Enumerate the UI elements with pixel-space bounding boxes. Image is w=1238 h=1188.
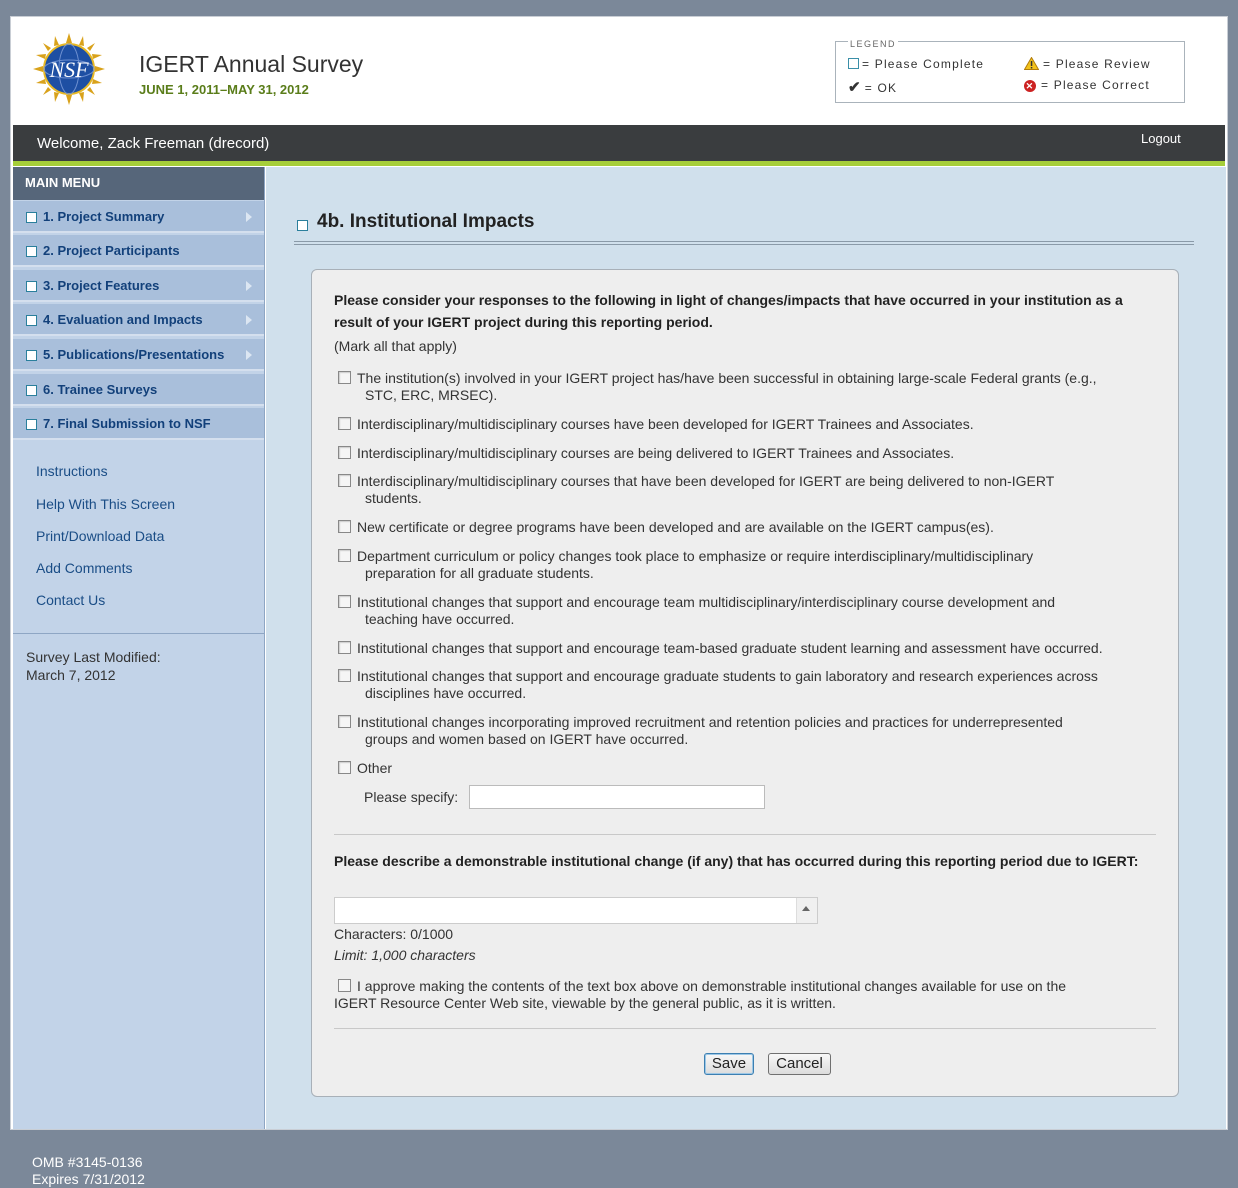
app-title: IGERT Annual Survey bbox=[139, 51, 364, 77]
main-menu-title: MAIN MENU bbox=[13, 167, 264, 200]
question-demonstrable-change: Please describe a demonstrable institutional change (if any) that has occurred during this reporting period due to IGERT: bbox=[334, 853, 1139, 869]
form-panel bbox=[311, 269, 1179, 1097]
top-bar bbox=[13, 125, 1225, 161]
legend-title: LEGEND bbox=[850, 39, 897, 49]
status-square-icon bbox=[26, 350, 37, 361]
instruction-text: (Mark all that apply) bbox=[334, 338, 457, 354]
omb-expiration: Expires 7/31/2012 bbox=[32, 1171, 145, 1187]
divider bbox=[294, 241, 1194, 242]
option-team-based-learning: Institutional changes that support and encourage team-based graduate student learning and assessment have occurred. bbox=[338, 640, 1158, 657]
square-icon bbox=[848, 58, 859, 69]
option-recruitment-policies: Institutional changes incorporating improved recruitment and retention policies and practices for underrepresented groups and women based on IGERT have occurred. bbox=[338, 714, 1158, 748]
last-modified-date: March 7, 2012 bbox=[26, 667, 116, 683]
arrow-right-icon bbox=[246, 350, 252, 360]
scroll-up-icon bbox=[802, 906, 810, 911]
option-curriculum-changes: Department curriculum or policy changes took place to emphasize or require interdisciplinary/multidisciplinary preparation for all graduate students. bbox=[338, 548, 1158, 582]
option-checkbox[interactable] bbox=[338, 549, 351, 562]
logout-link[interactable]: Logout bbox=[1141, 131, 1181, 146]
option-lab-experiences: Institutional changes that support and encourage graduate students to gain laboratory and research experiences across disciplines have occurred. bbox=[338, 668, 1158, 702]
option-checkbox[interactable] bbox=[338, 520, 351, 533]
sidebar-item-final-submission[interactable]: 7. Final Submission to NSF bbox=[13, 408, 264, 440]
svg-text:NSF: NSF bbox=[49, 57, 89, 82]
add-comments-link[interactable]: Add Comments bbox=[36, 560, 133, 576]
status-square-icon bbox=[26, 212, 37, 223]
sidebar-item-publications[interactable]: 5. Publications/Presentations bbox=[13, 339, 264, 371]
sidebar-item-project-features[interactable]: 3. Project Features bbox=[13, 270, 264, 302]
status-square-icon bbox=[26, 385, 37, 396]
welcome-text: Welcome, Zack Freeman (drecord) bbox=[37, 135, 270, 152]
main-content bbox=[266, 167, 1226, 1129]
sidebar-item-project-summary[interactable]: 1. Project Summary bbox=[13, 201, 264, 233]
header bbox=[11, 17, 1227, 125]
question-institutional-impacts: Please consider your responses to the following in light of changes/impacts that have occurred in your institution as a result of your IGERT project during this reporting period. bbox=[334, 292, 1123, 330]
arrow-right-icon bbox=[246, 315, 252, 325]
specify-label: Please specify: bbox=[364, 789, 459, 805]
legend bbox=[835, 41, 1185, 103]
help-link[interactable]: Help With This Screen bbox=[36, 496, 176, 512]
specify-input[interactable] bbox=[469, 785, 765, 809]
checkmark-icon: ✔ bbox=[848, 79, 862, 96]
reporting-period: JUNE 1, 2011–MAY 31, 2012 bbox=[139, 82, 309, 97]
option-checkbox[interactable] bbox=[338, 417, 351, 430]
warning-icon bbox=[1024, 57, 1039, 70]
contact-us-link[interactable]: Contact Us bbox=[36, 592, 106, 608]
arrow-right-icon bbox=[246, 212, 252, 222]
option-other: Other bbox=[338, 760, 1158, 777]
last-modified-label: Survey Last Modified: bbox=[26, 649, 161, 665]
option-checkbox[interactable] bbox=[338, 761, 351, 774]
instructions-link[interactable]: Instructions bbox=[36, 463, 108, 479]
cancel-button[interactable]: Cancel bbox=[768, 1053, 831, 1075]
legend-complete: = Please Complete bbox=[848, 57, 984, 71]
scrollbar[interactable] bbox=[796, 898, 817, 923]
option-courses-developed: Interdisciplinary/multidisciplinary courses have been developed for IGERT Trainees and Associates. bbox=[338, 416, 1158, 433]
save-button[interactable]: Save bbox=[704, 1053, 754, 1075]
page-frame bbox=[10, 16, 1228, 1130]
option-checkbox[interactable] bbox=[338, 595, 351, 608]
option-courses-delivered: Interdisciplinary/multidisciplinary courses are being delivered to IGERT Trainees and Associates. bbox=[338, 445, 1158, 462]
divider bbox=[334, 1028, 1156, 1029]
option-checkbox[interactable] bbox=[338, 669, 351, 682]
status-square-icon bbox=[26, 246, 37, 257]
describe-change-textarea[interactable] bbox=[334, 897, 818, 924]
omb-number: OMB #3145-0136 bbox=[32, 1154, 143, 1170]
nsf-logo bbox=[33, 33, 105, 105]
divider bbox=[13, 633, 264, 634]
character-count: Characters: 0/1000 bbox=[334, 926, 454, 942]
status-square-icon bbox=[297, 220, 308, 231]
sidebar bbox=[13, 167, 265, 1129]
option-new-programs: New certificate or degree programs have been developed and are available on the IGERT campus(es). bbox=[338, 519, 1158, 536]
error-icon: ✕ bbox=[1025, 81, 1035, 91]
option-checkbox[interactable] bbox=[338, 446, 351, 459]
option-checkbox[interactable] bbox=[338, 371, 351, 384]
option-non-igert-delivery: Interdisciplinary/multidisciplinary courses that have been developed for IGERT are being delivered to non-IGERT students. bbox=[338, 473, 1158, 507]
divider bbox=[334, 834, 1156, 835]
option-checkbox[interactable] bbox=[338, 715, 351, 728]
approve-checkbox[interactable] bbox=[338, 979, 351, 992]
legend-review: = Please Review bbox=[1024, 57, 1151, 71]
omb-footer bbox=[32, 1154, 145, 1188]
status-square-icon bbox=[26, 419, 37, 430]
option-team-course-development: Institutional changes that support and encourage team multidisciplinary/interdisciplinary course development and teaching have occurred. bbox=[338, 594, 1158, 628]
arrow-right-icon bbox=[246, 281, 252, 291]
legend-correct: ✕ = Please Correct bbox=[1025, 78, 1150, 92]
sidebar-item-project-participants[interactable]: 2. Project Participants bbox=[13, 235, 264, 267]
character-limit: Limit: 1,000 characters bbox=[334, 947, 476, 963]
page-title: 4b. Institutional Impacts bbox=[317, 211, 535, 232]
approve-statement: I approve making the contents of the text box above on demonstrable institutional changes available for use on the IGERT Resource Center Web site, viewable by the general public, as it is written. bbox=[334, 978, 1067, 1011]
sidebar-item-trainee-surveys[interactable]: 6. Trainee Surveys bbox=[13, 374, 264, 406]
status-square-icon bbox=[26, 281, 37, 292]
option-federal-grants: The institution(s) involved in your IGERT project has/have been successful in obtaining large-scale Federal grants (e.g., STC, ERC, MRSEC). bbox=[338, 370, 1158, 404]
option-checkbox[interactable] bbox=[338, 474, 351, 487]
accent-line bbox=[13, 161, 1225, 166]
option-checkbox[interactable] bbox=[338, 641, 351, 654]
divider bbox=[294, 244, 1194, 245]
legend-ok: ✔ = OK bbox=[848, 79, 898, 96]
print-download-link[interactable]: Print/Download Data bbox=[36, 528, 165, 544]
sidebar-item-evaluation-impacts[interactable]: 4. Evaluation and Impacts bbox=[13, 304, 264, 336]
status-square-icon bbox=[26, 315, 37, 326]
